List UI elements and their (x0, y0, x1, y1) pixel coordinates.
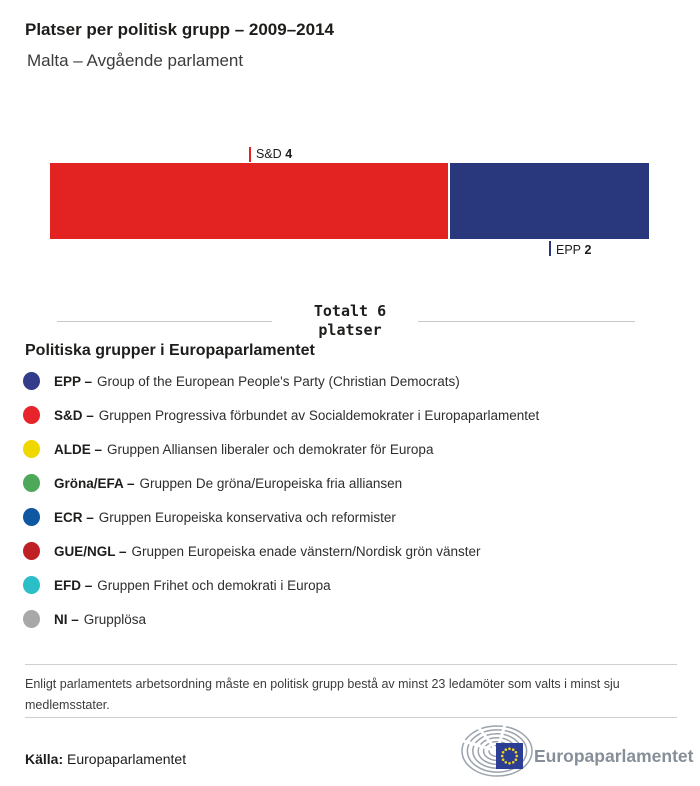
alde-dot-icon (23, 440, 40, 458)
ni-dot-icon (23, 610, 40, 628)
legend-item-gue-ngl (23, 541, 539, 561)
legend-desc: Gruppen Progressiva förbundet av Socialdemokrater i Europaparlamentet (98, 407, 540, 423)
epp-dot-icon (23, 372, 40, 390)
ecr-dot-icon (23, 508, 40, 526)
seat-bar (50, 163, 649, 239)
legend-desc: Gruppen Alliansen liberaler och demokrater för Europa (107, 441, 434, 457)
bar-tick-sd (249, 147, 251, 162)
legend-item-greens-efa (23, 473, 539, 493)
footnote-line-1: Enligt parlamentets arbetsordning måste en politisk grupp bestå av minst 23 ledamöter som valts i minst sju (25, 677, 620, 691)
total-rule-right (418, 321, 635, 322)
bar-label-sd (256, 147, 292, 161)
legend-desc: Gruppen Europeiska konservativa och reformister (98, 509, 396, 525)
source-label: Källa: (25, 751, 64, 767)
total-rule-left (57, 321, 272, 322)
footnote-line-2: medlemsstater. (25, 698, 110, 712)
sd-dot-icon (23, 406, 40, 424)
page-title: Platser per politisk grupp – 2009–2014 (25, 20, 334, 39)
europarl-logo (455, 722, 700, 780)
legend-heading: Politiska grupper i Europaparlamentet (25, 342, 315, 359)
total-seats-label (275, 302, 425, 340)
legend-item-ni (23, 609, 539, 629)
efd-dot-icon (23, 576, 40, 594)
source-value: Europaparlamentet (67, 751, 187, 767)
total-line-1: Totalt 6 (313, 302, 387, 320)
legend-desc: Grupplösa (83, 611, 147, 627)
bar-segment-epp (450, 163, 649, 239)
bar-label-epp-name: EPP (556, 243, 582, 257)
bar-tick-epp (549, 241, 551, 256)
legend-desc: Gruppen Frihet och demokrati i Europa (97, 577, 331, 593)
page-subtitle: Malta – Avgående parlament (27, 51, 244, 70)
legend-abbr: ECR – (54, 509, 94, 525)
greens-efa-dot-icon (23, 474, 40, 492)
legend-item-alde (23, 439, 539, 459)
eu-flag-icon (496, 743, 523, 769)
legend-list (23, 371, 539, 643)
legend-abbr: EFD – (54, 577, 93, 593)
total-line-2: platser (318, 321, 382, 339)
footnote-text (25, 674, 670, 716)
legend-item-sd (23, 405, 539, 425)
bar-label-epp (556, 243, 591, 257)
bar-label-epp-value: 2 (584, 243, 592, 257)
legend-item-epp (23, 371, 539, 391)
legend-item-ecr (23, 507, 539, 527)
bar-label-sd-name: S&D (256, 147, 282, 161)
legend-desc: Group of the European People's Party (Christian Democrats) (97, 373, 460, 389)
gue-ngl-dot-icon (23, 542, 40, 560)
footnote-divider-bottom (25, 717, 677, 718)
source-line (25, 751, 186, 767)
footnote-divider-top (25, 664, 677, 665)
logo-wordmark: Europaparlamentet (534, 746, 694, 766)
legend-abbr: ALDE – (54, 441, 103, 457)
bar-label-sd-value: 4 (285, 147, 293, 161)
legend-abbr: EPP – (54, 373, 93, 389)
legend-abbr: NI – (54, 611, 79, 627)
legend-abbr: S&D – (54, 407, 94, 423)
legend-desc: Gruppen De gröna/Europeiska fria alliansen (139, 475, 403, 491)
legend-item-efd (23, 575, 539, 595)
legend-abbr: GUE/NGL – (54, 543, 127, 559)
legend-desc: Gruppen Europeiska enade vänstern/Nordisk grön vänster (131, 543, 481, 559)
legend-abbr: Gröna/EFA – (54, 475, 135, 491)
bar-segment-sd (50, 163, 448, 239)
